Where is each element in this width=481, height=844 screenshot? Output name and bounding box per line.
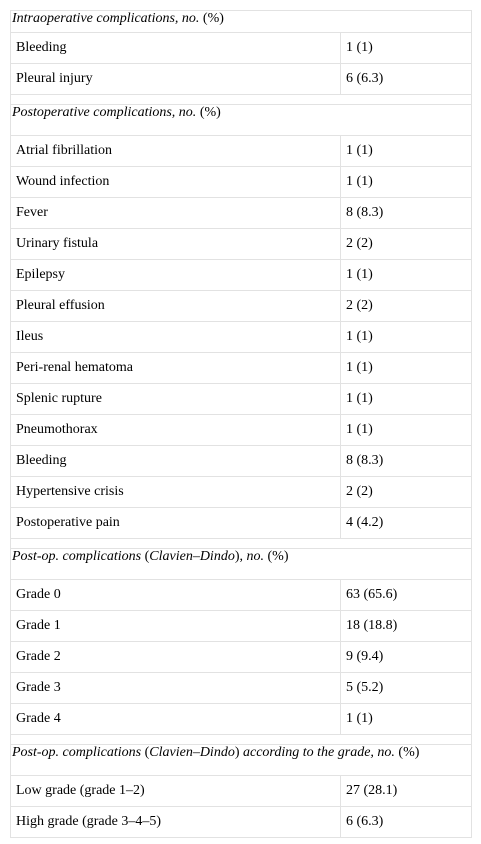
row-label: Grade 2 bbox=[11, 642, 341, 673]
table-row bbox=[11, 136, 472, 167]
section-spacer bbox=[11, 735, 472, 745]
row-value: 27 (28.1) bbox=[341, 776, 472, 807]
row-label: Peri-renal hematoma bbox=[11, 353, 341, 384]
table-row bbox=[11, 580, 472, 611]
row-value: 18 (18.8) bbox=[341, 611, 472, 642]
row-label: Epilepsy bbox=[11, 260, 341, 291]
complications-table bbox=[10, 10, 472, 838]
row-label: Hypertensive crisis bbox=[11, 477, 341, 508]
row-label: Pneumothorax bbox=[11, 415, 341, 446]
section-spacer bbox=[11, 539, 472, 549]
table-row bbox=[11, 776, 472, 807]
table-row bbox=[11, 322, 472, 353]
section-header-row bbox=[11, 105, 472, 136]
section-header-text: Post-op. complications bbox=[12, 549, 142, 564]
row-value: 2 (2) bbox=[341, 477, 472, 508]
row-label: Wound infection bbox=[11, 167, 341, 198]
row-value: 8 (8.3) bbox=[341, 198, 472, 229]
row-value: 1 (1) bbox=[341, 260, 472, 291]
row-label: Urinary fistula bbox=[11, 229, 341, 260]
row-value: 8 (8.3) bbox=[341, 446, 472, 477]
table-row bbox=[11, 260, 472, 291]
table-row bbox=[11, 508, 472, 539]
section-header-text: (%) bbox=[199, 11, 224, 26]
table-row bbox=[11, 807, 472, 838]
section-header-text: ), bbox=[234, 549, 247, 564]
row-label: Grade 0 bbox=[11, 580, 341, 611]
section-header-text: ( bbox=[141, 549, 150, 564]
table-row bbox=[11, 384, 472, 415]
complications-table-body bbox=[11, 11, 472, 838]
row-value: 1 (1) bbox=[341, 704, 472, 735]
row-value: 4 (4.2) bbox=[341, 508, 472, 539]
section-header-text: ) bbox=[234, 745, 243, 760]
section-header-text: (%) bbox=[394, 745, 420, 760]
section-header-text: Clavien–Dindo bbox=[149, 745, 235, 760]
row-value: 2 (2) bbox=[341, 291, 472, 322]
row-label: Pleural effusion bbox=[11, 291, 341, 322]
spacer-cell bbox=[11, 95, 472, 105]
table-row bbox=[11, 673, 472, 704]
row-label: Grade 3 bbox=[11, 673, 341, 704]
section-header-text: no. bbox=[246, 549, 264, 564]
row-value: 1 (1) bbox=[341, 353, 472, 384]
table-row bbox=[11, 33, 472, 64]
table-row bbox=[11, 64, 472, 95]
table-row bbox=[11, 415, 472, 446]
section-spacer bbox=[11, 95, 472, 105]
row-label: Postoperative pain bbox=[11, 508, 341, 539]
row-value: 63 (65.6) bbox=[341, 580, 472, 611]
row-value: 2 (2) bbox=[341, 229, 472, 260]
table-row bbox=[11, 229, 472, 260]
section-header-text: (%) bbox=[196, 105, 221, 120]
section-header-row bbox=[11, 11, 472, 33]
table-row bbox=[11, 446, 472, 477]
section-header-row bbox=[11, 549, 472, 580]
row-label: Ileus bbox=[11, 322, 341, 353]
section-header-text: Postoperative complications, no. bbox=[12, 105, 197, 120]
table-row bbox=[11, 642, 472, 673]
section-header bbox=[11, 745, 472, 776]
row-value: 5 (5.2) bbox=[341, 673, 472, 704]
section-header-text: according to the grade, no. bbox=[243, 745, 395, 760]
row-label: Grade 1 bbox=[11, 611, 341, 642]
row-label: Low grade (grade 1–2) bbox=[11, 776, 341, 807]
row-label: Bleeding bbox=[11, 446, 341, 477]
table-row bbox=[11, 611, 472, 642]
row-label: Bleeding bbox=[11, 33, 341, 64]
section-header bbox=[11, 105, 472, 136]
section-header bbox=[11, 11, 472, 33]
section-header bbox=[11, 549, 472, 580]
section-header-text: ( bbox=[141, 745, 150, 760]
table-row bbox=[11, 198, 472, 229]
row-value: 1 (1) bbox=[341, 33, 472, 64]
table-row bbox=[11, 291, 472, 322]
section-header-text: (%) bbox=[264, 549, 289, 564]
row-value: 9 (9.4) bbox=[341, 642, 472, 673]
table-row bbox=[11, 167, 472, 198]
spacer-cell bbox=[11, 735, 472, 745]
row-label: Splenic rupture bbox=[11, 384, 341, 415]
row-value: 6 (6.3) bbox=[341, 64, 472, 95]
row-value: 1 (1) bbox=[341, 167, 472, 198]
row-label: Pleural injury bbox=[11, 64, 341, 95]
row-label: Grade 4 bbox=[11, 704, 341, 735]
row-value: 1 (1) bbox=[341, 136, 472, 167]
row-label: High grade (grade 3–4–5) bbox=[11, 807, 341, 838]
table-row bbox=[11, 477, 472, 508]
section-header-text: Clavien–Dindo bbox=[149, 549, 235, 564]
row-value: 1 (1) bbox=[341, 322, 472, 353]
row-label: Fever bbox=[11, 198, 341, 229]
section-header-text: Post-op. complications bbox=[12, 745, 142, 760]
section-header-text: Intraoperative complications, no. bbox=[12, 11, 200, 26]
spacer-cell bbox=[11, 539, 472, 549]
row-label: Atrial fibrillation bbox=[11, 136, 341, 167]
row-value: 1 (1) bbox=[341, 384, 472, 415]
row-value: 1 (1) bbox=[341, 415, 472, 446]
table-row bbox=[11, 353, 472, 384]
table-row bbox=[11, 704, 472, 735]
row-value: 6 (6.3) bbox=[341, 807, 472, 838]
section-header-row bbox=[11, 745, 472, 776]
